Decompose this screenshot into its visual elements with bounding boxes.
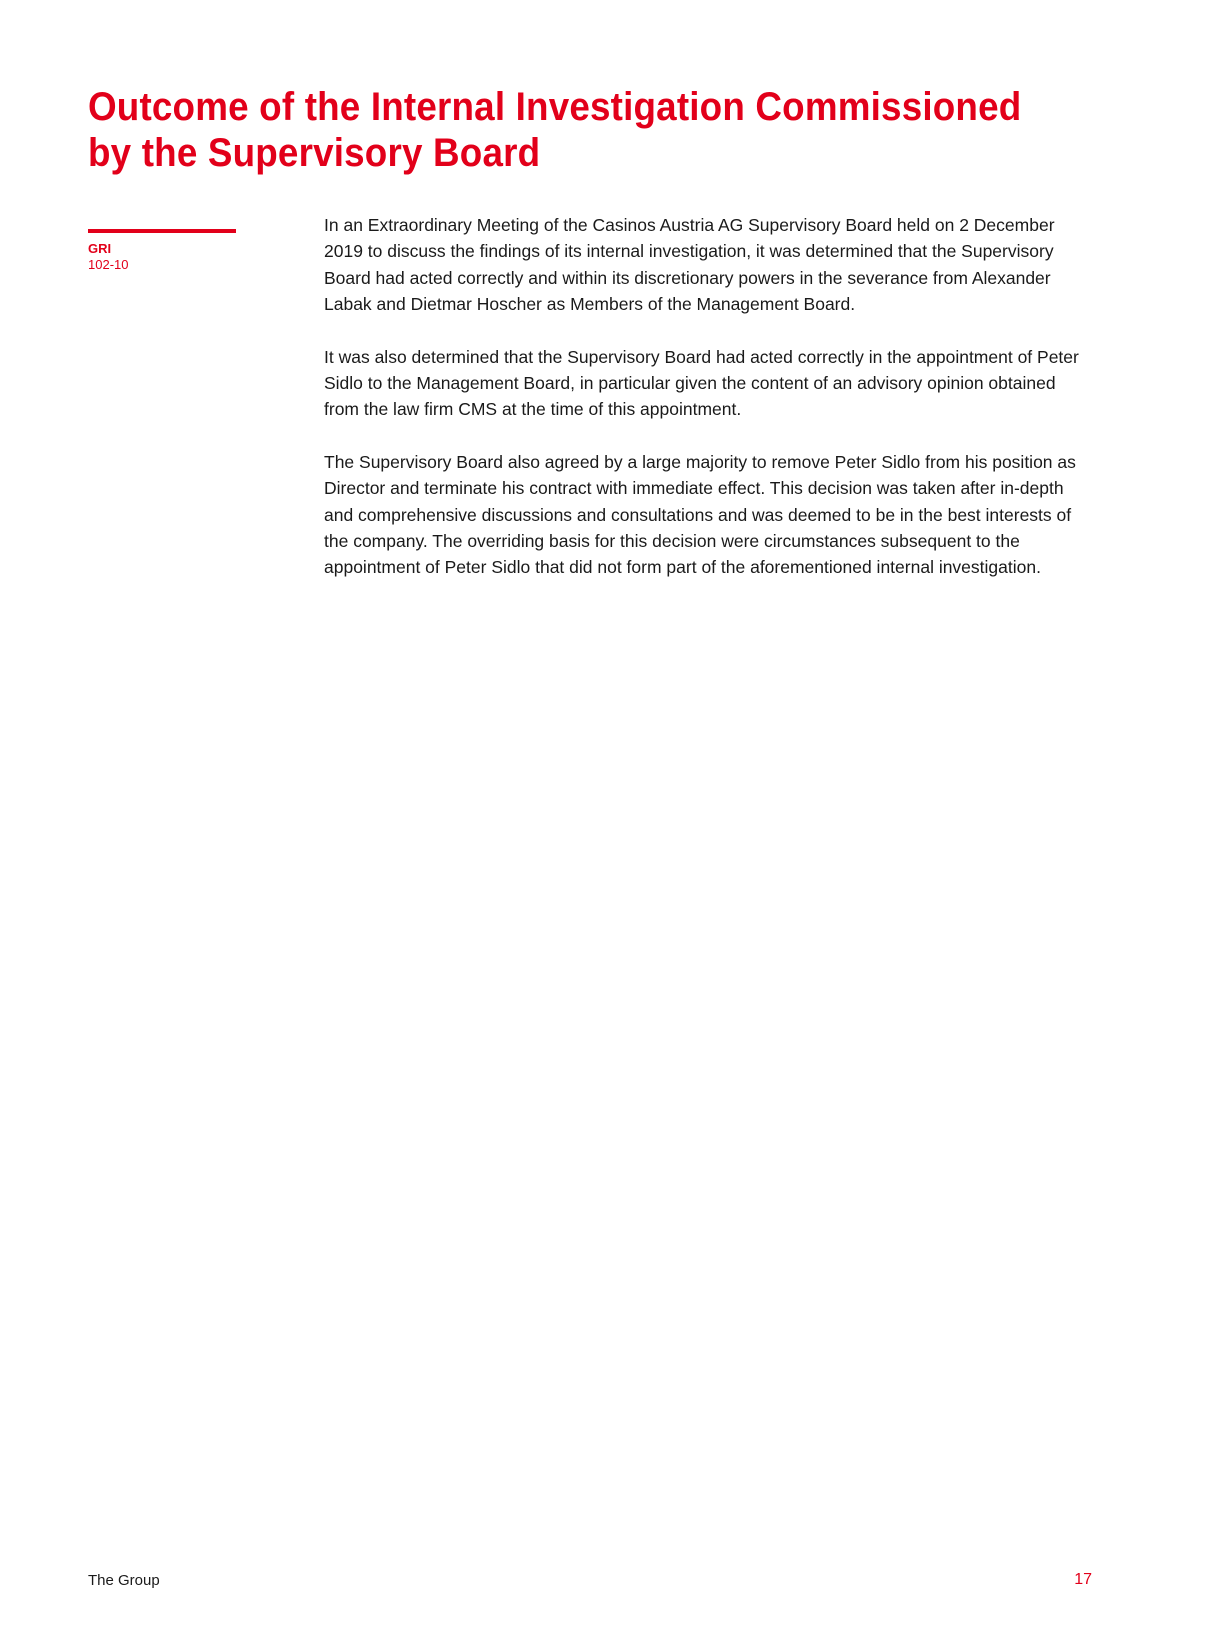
page-title-line-1: Outcome of the Internal Investigation Commissioned [88,85,1022,129]
paragraph-1: In an Extraordinary Meeting of the Casinos Austria AG Supervisory Board held on 2 December 2019 to discuss the findings of its internal investigation, it was determined that the Supervisory Board had acted correctly and within its discretionary powers in the severance from Alexander Labak and Dietmar Hoscher as Members of the Management Board. [324,215,1055,315]
gri-code: 102-10 [88,257,129,272]
page-title [88,84,1088,176]
page-number: 17 [1074,1571,1092,1588]
page-title-line-2: by the Supervisory Board [88,131,541,175]
body-text [324,212,1094,607]
paragraph-2: It was also determined that the Supervisory Board had acted correctly in the appointment of Peter Sidlo to the Management Board, in particular given the content of an advisory opinion obtained from the law firm CMS at the time of this appointment. [324,346,1079,420]
gri-label: GRI [88,241,112,256]
footer-section-label: The Group [88,1572,160,1589]
gri-divider [88,229,236,233]
paragraph-3: The Supervisory Board also agreed by a large majority to remove Peter Sidlo from his position as Director and terminate his contract with immediate effect. This decision was taken after in-depth and comprehensive discussions and consultations and was deemed to be in the best interests of the company. The overriding basis for this decision were circumstances subsequent to the appointment of Peter Sidlo that did not form part of the aforementioned internal investigation. [324,451,1076,578]
